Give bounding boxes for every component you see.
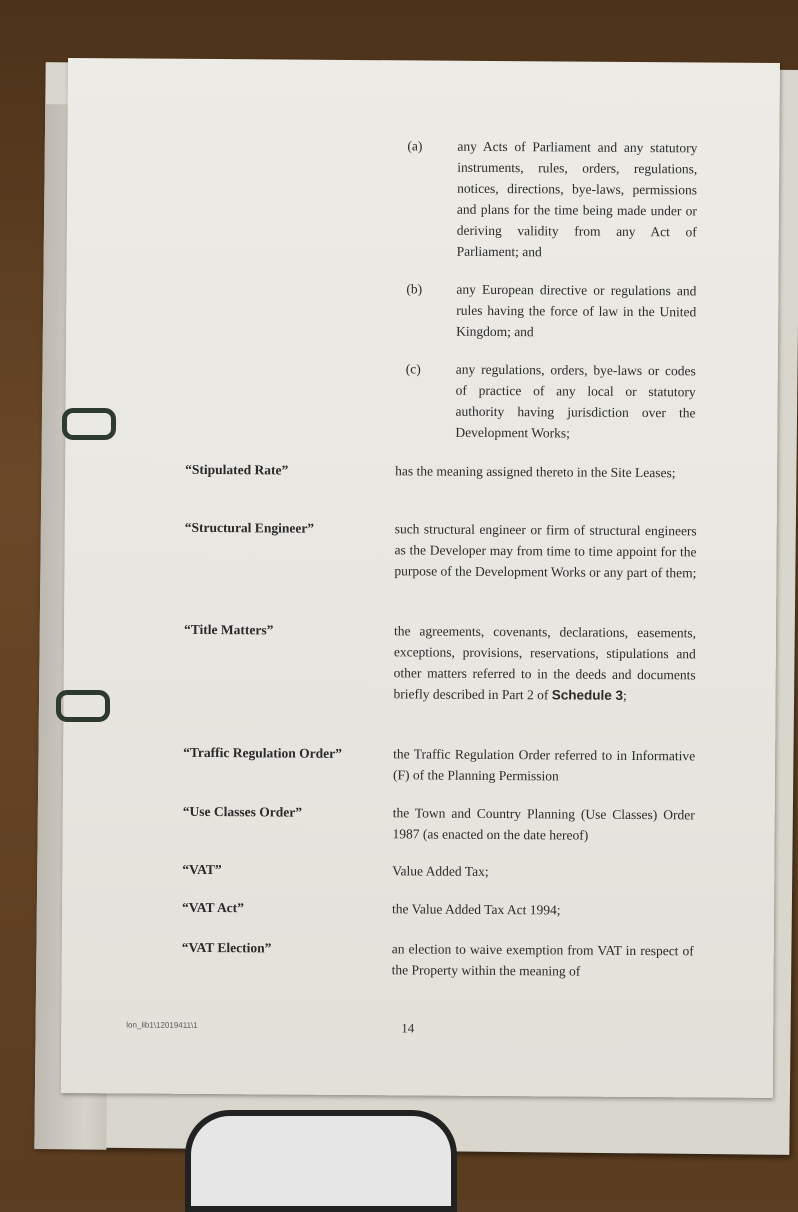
subitem-text: any Acts of Parliament and any statutory instruments, rules, orders, regulations, notices, directions, bye-laws, permissions and plans for the time being made under or deriving validity from any Act of Parliament; and: [456, 138, 698, 260]
defined-term: “VAT”: [182, 861, 222, 878]
defined-term: “Stipulated Rate”: [185, 461, 289, 478]
definition-row: [183, 742, 695, 788]
subitem-a: [407, 135, 698, 263]
binder-ring-icon: [62, 408, 116, 440]
subitem-b: [406, 278, 696, 343]
definition-text: the Value Added Tax Act 1994;: [392, 901, 561, 918]
page-number: 14: [401, 1020, 415, 1036]
definition-text: such structural engineer or firm of structural engineers as the Developer may from time to time appoint for the purpose of the Development Works or any part of them;: [394, 521, 697, 581]
subitem-marker: (c): [405, 361, 421, 377]
binder-clip-icon: [185, 1110, 457, 1212]
definition-text: has the meaning assigned thereto in the Site Leases;: [395, 463, 676, 481]
subitem-c: [405, 358, 696, 444]
document-page: [61, 58, 780, 1098]
schedule-reference: Schedule 3: [551, 687, 624, 703]
defined-term: “Traffic Regulation Order”: [183, 744, 342, 761]
definition-text-title-matters: [393, 620, 696, 706]
definition-row: [182, 859, 694, 884]
definition-text: the agreements, covenants, declarations, easements, exceptions, provisions, reservations, stipulations and other matters referred to in the deeds and documents briefly described in Part 2 of: [393, 623, 697, 703]
definition-text: Value Added Tax;: [392, 863, 489, 879]
defined-term: “VAT Act”: [182, 899, 245, 916]
definition-row: [185, 459, 697, 484]
definition-text: an election to waive exemption from VAT in respect of the Property within the meaning of: [391, 941, 694, 979]
definition-text: the Traffic Regulation Order referred to in Informative (F) of the Planning Permission: [392, 746, 696, 784]
definition-text: the Town and Country Planning (Use Classes) Order 1987 (as enacted on the date hereof): [392, 805, 695, 843]
definition-row: [182, 937, 694, 983]
subitem-marker: (b): [406, 281, 423, 297]
defined-term: “Use Classes Order”: [182, 803, 303, 820]
binder-ring-icon: [56, 690, 110, 722]
subitem-marker: (a): [407, 138, 423, 154]
definition-row: [183, 801, 695, 847]
definition-row: [184, 517, 696, 584]
document-reference: lon_lib1\12019411\1: [126, 1020, 198, 1030]
defined-term: “Structural Engineer”: [184, 519, 315, 536]
definition-tail: ;: [622, 687, 627, 703]
definition-row: [184, 619, 697, 707]
defined-term: “VAT Election”: [181, 939, 272, 956]
subitem-text: any regulations, orders, bye-laws or codes of practice of any local or statutory authority having jurisdiction over the Development Works;: [455, 361, 696, 441]
defined-term: “Title Matters”: [183, 621, 274, 638]
subitem-text: any European directive or regulations and rules having the force of law in the United Kingdom; and: [456, 281, 697, 340]
definition-row: [182, 897, 694, 922]
